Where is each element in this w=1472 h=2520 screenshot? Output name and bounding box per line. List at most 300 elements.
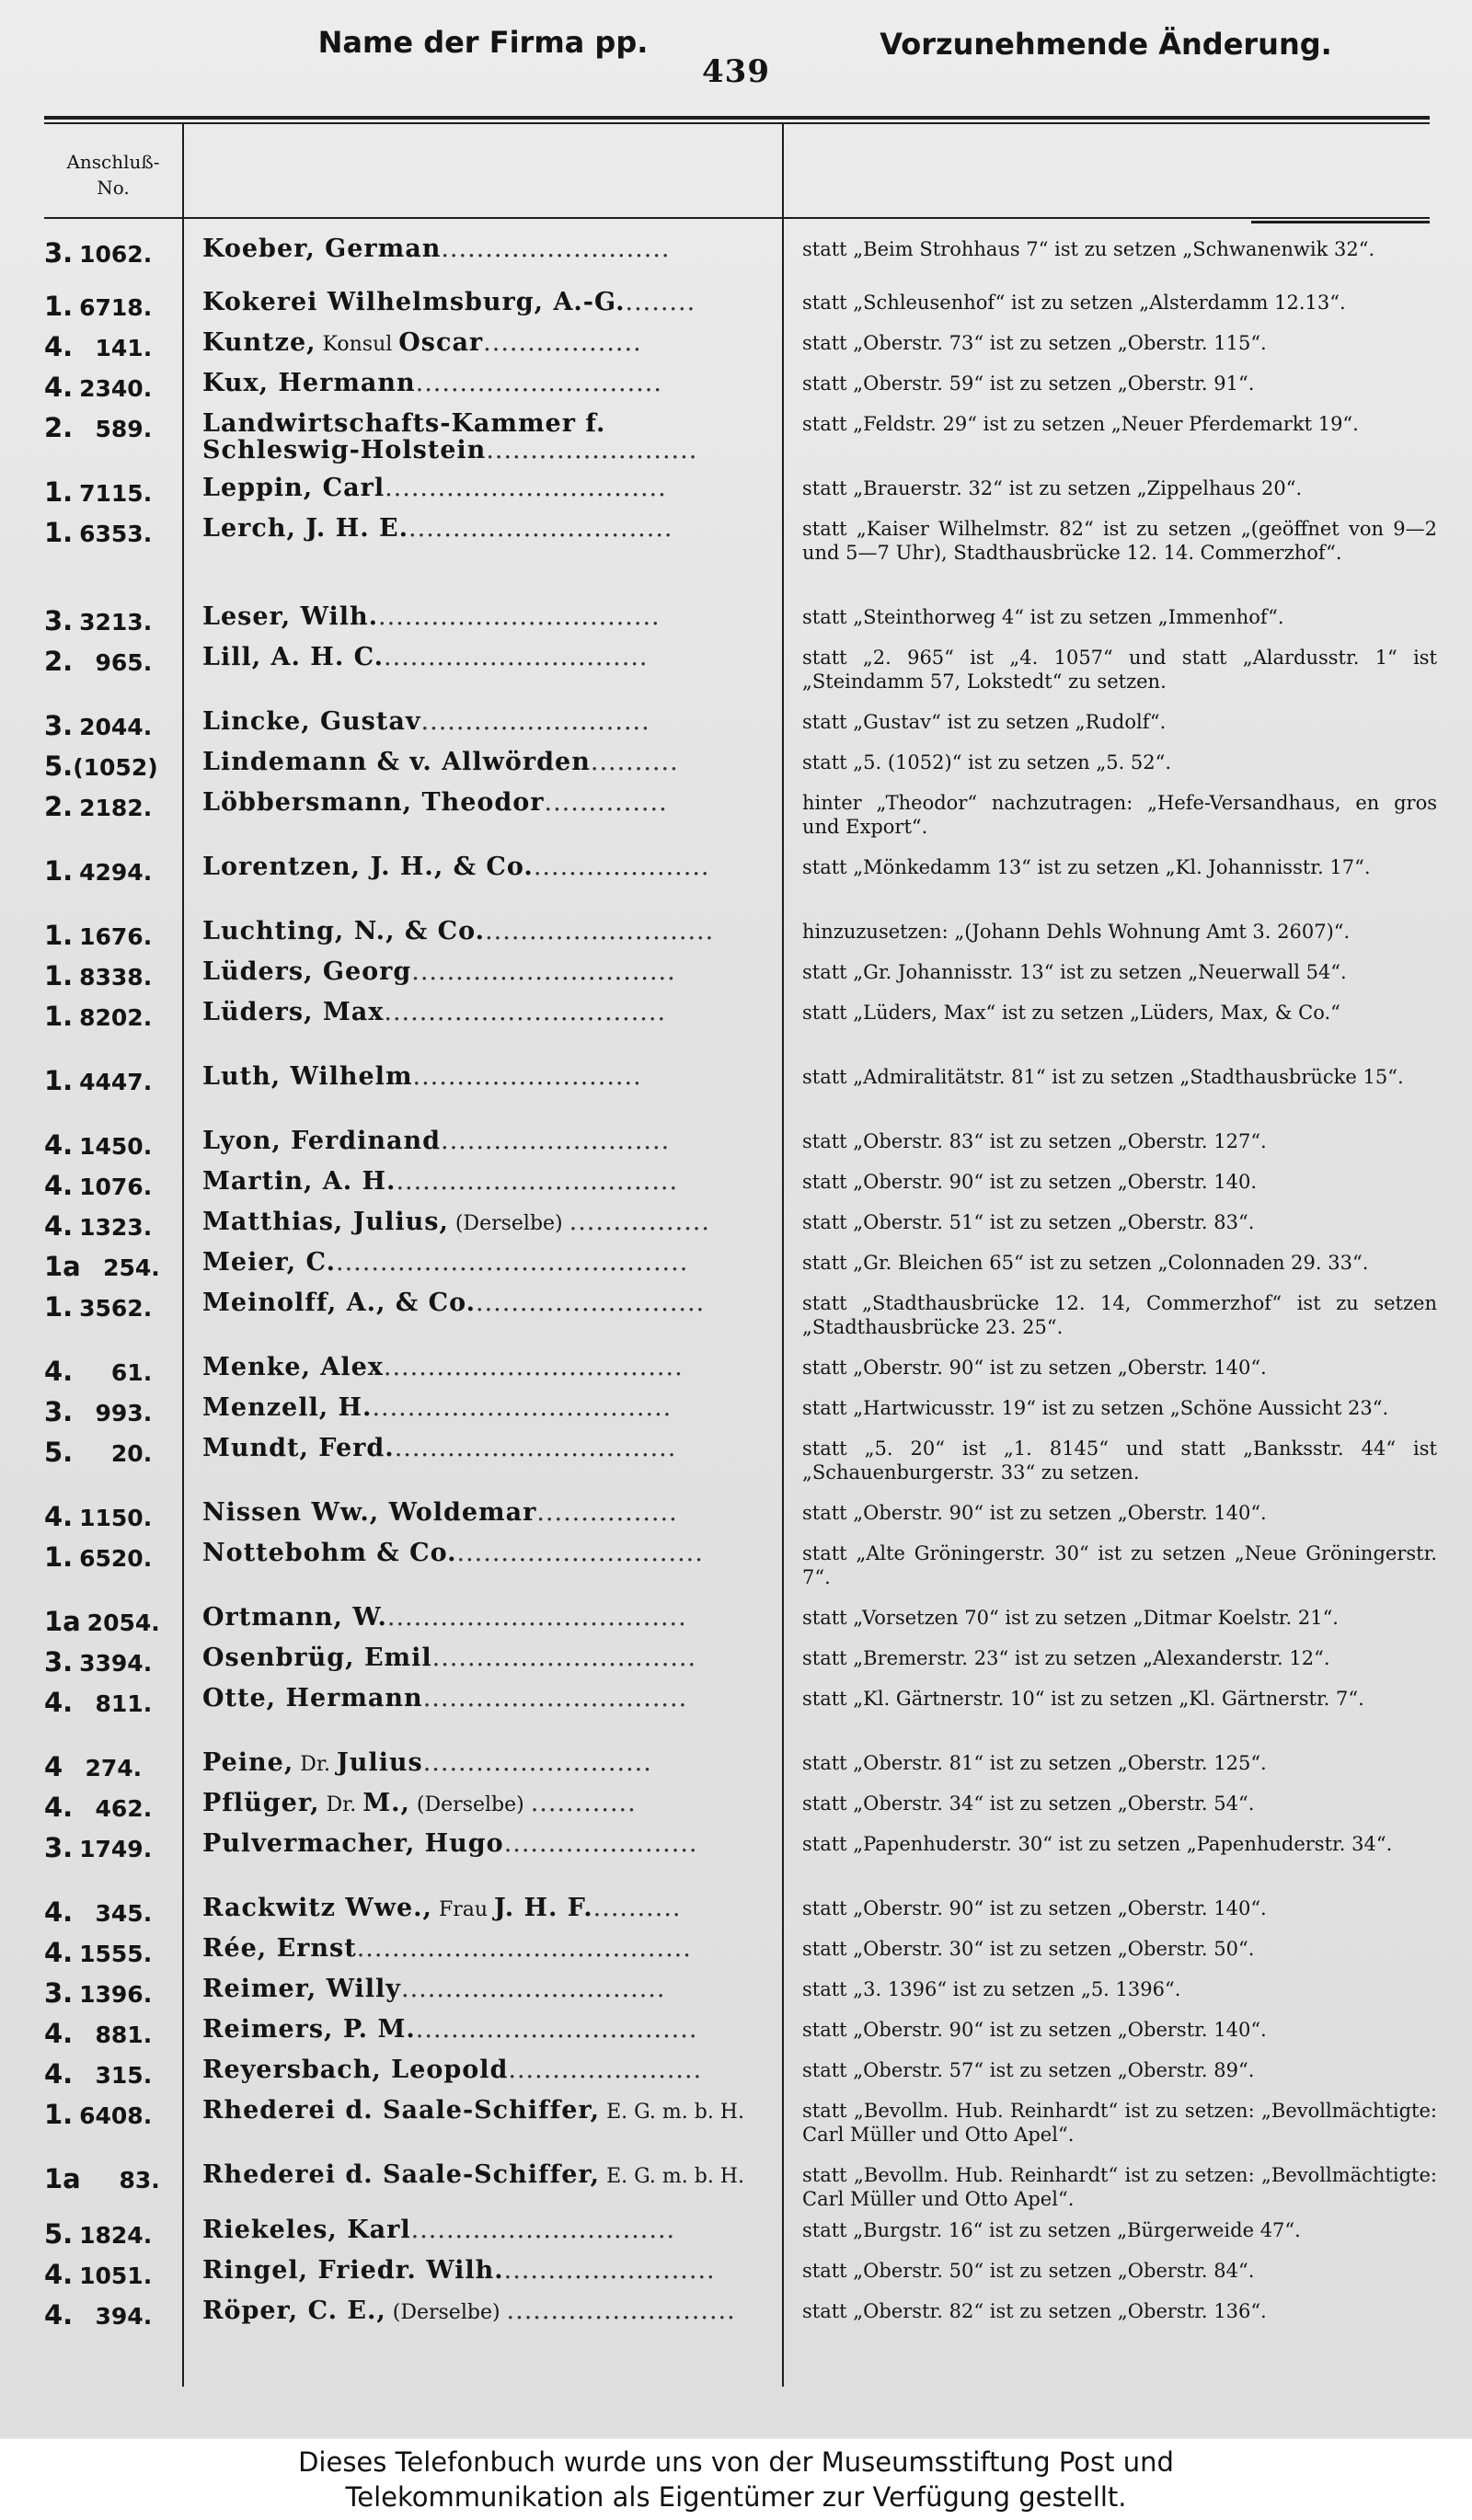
- connection-number: [44, 2018, 155, 2049]
- firm-dots: ........................: [486, 436, 698, 464]
- change-text: statt „Oberstr. 90“ ist zu setzen „Oberstr. 140“.: [802, 1357, 1267, 1379]
- table-row: [0, 1786, 1472, 1827]
- table-row: [0, 1827, 1472, 1891]
- subscriber-number: 6408.: [79, 2102, 153, 2129]
- connection-number: [44, 237, 155, 269]
- firm-name: [202, 1895, 773, 1923]
- firm-name: [202, 329, 773, 358]
- table-row: [0, 704, 1472, 745]
- exchange-office: 3.: [44, 1396, 74, 1427]
- connection-number: [44, 2218, 155, 2250]
- change-text: statt „Oberstr. 82“ ist zu setzen „Oberstr. 136“.: [802, 2300, 1267, 2322]
- subscriber-number: 2044.: [79, 714, 153, 740]
- table-row: [0, 2093, 1472, 2158]
- firm-dots: ..............................: [384, 644, 649, 670]
- exchange-office: 4.: [44, 1896, 74, 1928]
- firm-name: [202, 410, 773, 464]
- table-row: [0, 1891, 1472, 1931]
- firm-name: [202, 2216, 773, 2243]
- connection-number: [44, 1896, 155, 1928]
- subscriber-number: 1396.: [79, 1981, 153, 2008]
- table-row: [0, 914, 1472, 955]
- subscriber-number: 1323.: [79, 1214, 153, 1241]
- firm-name: Lyon, Ferdinand: [202, 1128, 442, 1154]
- table-row: [0, 745, 1472, 785]
- table-row: [0, 2053, 1472, 2093]
- exchange-office: 4.: [44, 2299, 74, 2331]
- exchange-office: 4.: [44, 1129, 74, 1161]
- change-text: statt „Oberstr. 90“ ist zu setzen „Oberstr. 140“.: [802, 1897, 1267, 1919]
- firm-name: [202, 853, 773, 880]
- connection-number: [44, 2259, 155, 2290]
- firm-name: Lorentzen, J. H., & Co.: [202, 853, 534, 880]
- exchange-office: 4.: [44, 1792, 74, 1823]
- connection-number: [44, 2058, 155, 2090]
- firm-dots: ..........: [590, 749, 679, 775]
- firm-name: Reimers, P. M.: [202, 2016, 416, 2043]
- firm-name: Lindemann & v. Allwörden: [202, 749, 591, 775]
- firm-name: Reimer, Willy: [202, 1976, 401, 2002]
- exchange-office: 4.: [44, 331, 74, 362]
- exchange-office: 3.: [44, 1977, 74, 2009]
- change-text: statt „Steinthorweg 4“ ist zu setzen „Immenhof“.: [802, 606, 1284, 628]
- change-text: statt „Oberstr. 50“ ist zu setzen „Oberstr. 84“.: [802, 2260, 1255, 2282]
- firm-name: Otte, Hermann: [202, 1685, 423, 1712]
- connection-number: [44, 855, 155, 887]
- firm-dots: ................................: [385, 475, 667, 501]
- firm-name2: J. H. F.: [494, 1895, 593, 1922]
- exchange-office: 1a: [44, 1606, 81, 1637]
- firm-name: Löbbersmann, Theodor: [202, 789, 545, 816]
- exchange-office: 1.: [44, 517, 74, 548]
- connection-number: [44, 1832, 155, 1863]
- firm-name: Lill, A. H. C.: [202, 644, 385, 670]
- exchange-office: 4.: [44, 1501, 74, 1532]
- change-text: statt „Vorsetzen 70“ ist zu setzen „Ditmar Koelstr. 21“.: [802, 1607, 1339, 1629]
- connection-number: [44, 2163, 160, 2194]
- firm-name: [202, 603, 773, 630]
- firm-name: [202, 1935, 773, 1962]
- top-rule-thin: [44, 122, 1430, 124]
- exchange-office: 2.: [44, 791, 74, 822]
- firm-name2: Oscar: [398, 329, 484, 357]
- firm-dots: ................................: [394, 1435, 677, 1461]
- column-header-firm: Name der Firma pp.: [317, 24, 649, 60]
- exchange-office: 3.: [44, 710, 74, 741]
- subscriber-number: 2182.: [79, 795, 153, 821]
- firm-name: Lüders, Max: [202, 999, 385, 1025]
- connection-number: [44, 1210, 155, 1242]
- entry-list: [0, 232, 1472, 2334]
- firm-dots: ............................: [415, 370, 662, 396]
- table-row: [0, 511, 1472, 600]
- firm-name: Rhederei d. Saale-Schiffer,: [202, 2097, 601, 2125]
- subscriber-number: 1824.: [79, 2222, 153, 2249]
- connection-number: [44, 1646, 155, 1678]
- firm-name: [202, 515, 773, 542]
- change-text: hinter „Theodor“ nachzutragen: „Hefe-Versandhaus, en gros und Export“.: [802, 792, 1437, 838]
- connection-number: [44, 1291, 155, 1323]
- firm-name2: M.,: [362, 1790, 410, 1817]
- firm-name: Rackwitz Wwe.,: [202, 1895, 432, 1922]
- firm-dots: ........................................: [335, 1249, 689, 1276]
- subscriber-number: 965.: [95, 649, 153, 676]
- subscriber-number: 274.: [85, 1755, 143, 1781]
- change-text: statt „Gr. Johannisstr. 13“ ist zu setzen „Neuerwall 54“.: [802, 961, 1347, 983]
- firm-qual: Konsul: [316, 333, 399, 356]
- subscriber-number: 589.: [95, 416, 153, 442]
- firm-qual2: (Derselbe): [409, 1793, 531, 1816]
- change-text: statt „Oberstr. 57“ ist zu setzen „Oberstr. 89“.: [802, 2059, 1255, 2081]
- table-row: [0, 1124, 1472, 1164]
- firm-dots: ..................................: [386, 1604, 687, 1631]
- firm-name: Leser, Wilh.: [202, 603, 378, 630]
- table-row: [0, 366, 1472, 407]
- connection-number: [44, 517, 155, 548]
- exchange-office: 4.: [44, 1210, 74, 1242]
- firm-name: Nottebohm & Co.: [202, 1540, 457, 1566]
- table-row: [0, 995, 1472, 1060]
- change-text: statt „Feldstr. 29“ ist zu setzen „Neuer Pferdemarkt 19“.: [802, 413, 1359, 435]
- connection-number: [44, 1751, 155, 1782]
- table-row: [0, 1205, 1472, 1245]
- subscriber-number: 8338.: [79, 964, 153, 991]
- firm-name: Lerch, J. H. E.: [202, 515, 409, 542]
- page-number: 439: [702, 53, 770, 90]
- subscriber-number: 1051.: [79, 2262, 153, 2289]
- connection-number: [44, 1792, 155, 1823]
- subscriber-number: 1076.: [79, 1174, 153, 1200]
- firm-dots: ........................: [503, 2257, 716, 2284]
- firm-name: Landwirtschafts-Kammer f. Schleswig-Holstein: [202, 410, 606, 464]
- firm-name: Koeber, German: [202, 235, 442, 262]
- exchange-office: 4.: [44, 1687, 74, 1718]
- exchange-office: 4.: [44, 2259, 74, 2290]
- subscriber-number: 2054.: [86, 1609, 160, 1636]
- firm-name: [202, 1289, 773, 1316]
- change-text: statt „Gustav“ ist zu setzen „Rudolf“.: [802, 711, 1167, 733]
- change-text: statt „Papenhuderstr. 30“ ist zu setzen „Papenhuderstr. 34“.: [802, 1833, 1393, 1855]
- firm-qual: (Derselbe): [385, 2301, 507, 2324]
- firm-dots: ................................: [415, 2016, 698, 2043]
- firm-name: [202, 2056, 773, 2083]
- firm-qual: Frau: [431, 1898, 495, 1921]
- table-row: [0, 955, 1472, 995]
- table-row: [0, 1431, 1472, 1495]
- table-row: [0, 1286, 1472, 1350]
- firm-dots: ..........................: [412, 1063, 642, 1090]
- firm-name: [202, 1394, 773, 1421]
- firm-name: [202, 1435, 773, 1461]
- firm-name: [202, 749, 773, 775]
- firm-dots: ..............: [544, 789, 668, 816]
- connection-number: [44, 372, 155, 403]
- subscriber-number: 141.: [95, 335, 153, 361]
- table-row: [0, 850, 1472, 914]
- firm-name: [202, 1499, 773, 1526]
- subscriber-number: 3394.: [79, 1650, 153, 1677]
- firm-name2: Julius: [336, 1749, 423, 1777]
- subscriber-number: (1052): [73, 754, 158, 781]
- exchange-office: 4.: [44, 1170, 74, 1201]
- subscriber-number: 2340.: [79, 375, 153, 402]
- connection-number: [44, 476, 155, 508]
- connection-number: [44, 1396, 155, 1427]
- firm-name: Menzell, H.: [202, 1394, 373, 1421]
- subscriber-number: 394.: [95, 2303, 153, 2330]
- connection-number: [44, 1606, 160, 1637]
- firm-name: [202, 235, 773, 262]
- exchange-office: 3.: [44, 1832, 74, 1863]
- firm-name: Peine,: [202, 1749, 294, 1777]
- subscriber-number: 254.: [103, 1254, 160, 1281]
- firm-name: [202, 2097, 773, 2125]
- exchange-office: 1.: [44, 920, 74, 951]
- firm-dots: ..............................: [401, 1976, 666, 2002]
- subscriber-number: 4294.: [79, 859, 153, 886]
- firm-dots: ................: [536, 1499, 678, 1526]
- firm-name: Meier, C.: [202, 1249, 336, 1276]
- connection-number: [44, 1170, 155, 1201]
- table-row: [0, 1746, 1472, 1786]
- exchange-office: 1.: [44, 291, 74, 322]
- firm-name: [202, 1354, 773, 1380]
- table-row: [0, 1164, 1472, 1205]
- firm-name: Riekeles, Karl: [202, 2216, 411, 2243]
- change-text: statt „Lüders, Max“ ist zu setzen „Lüders, Max, & Co.“: [802, 1002, 1340, 1024]
- table-row: [0, 1641, 1472, 1681]
- firm-dots: ................................: [384, 999, 667, 1025]
- exchange-office: 2.: [44, 412, 74, 443]
- firm-name: [202, 1128, 773, 1154]
- firm-dots: ......................: [508, 2056, 703, 2083]
- firm-name: Menke, Alex: [202, 1354, 384, 1380]
- firm-name: [202, 1685, 773, 1712]
- connection-number: [44, 920, 155, 951]
- exchange-office: 4.: [44, 2018, 74, 2049]
- firm-name: Pulvermacher, Hugo: [202, 1830, 504, 1857]
- table-row: [0, 2012, 1472, 2053]
- connection-number: [44, 1687, 155, 1718]
- exchange-office: 1.: [44, 855, 74, 887]
- firm-name: [202, 2297, 773, 2326]
- change-text: statt „Oberstr. 30“ ist zu setzen „Oberstr. 50“.: [802, 1938, 1255, 1960]
- connection-number: [44, 605, 155, 636]
- subscriber-number: 3213.: [79, 609, 153, 636]
- change-text: statt „Gr. Bleichen 65“ ist zu setzen „Colonnaden 29. 33“.: [802, 1252, 1369, 1274]
- firm-dots: ..........................: [441, 1128, 671, 1154]
- firm-name: [202, 1976, 773, 2002]
- subscriber-number: 6353.: [79, 521, 153, 547]
- change-text: statt „Mönkedamm 13“ ist zu setzen „Kl. Johannisstr. 17“.: [802, 856, 1371, 878]
- firm-name: Luchting, N., & Co.: [202, 918, 486, 945]
- subscriber-number: 1150.: [79, 1505, 153, 1531]
- firm-name: Lincke, Gustav: [202, 708, 421, 735]
- change-text: statt „Oberstr. 34“ ist zu setzen „Oberstr. 54“.: [802, 1793, 1255, 1815]
- firm-name: Meinolff, A., & Co.: [202, 1289, 477, 1316]
- change-text: statt „Oberstr. 51“ ist zu setzen „Oberstr. 83“.: [802, 1211, 1255, 1233]
- firm-name: [202, 1604, 773, 1631]
- firm-name: [202, 475, 773, 501]
- change-text: statt „Alte Gröningerstr. 30“ ist zu setzen „Neue Gröningerstr. 7“.: [802, 1542, 1437, 1588]
- firm-dots: ..............................: [422, 1685, 688, 1712]
- change-text: statt „5. 20“ ist „1. 8145“ und statt „Banksstr. 44“ ist „Schauenburgerstr. 33“ zu setzen.: [802, 1438, 1437, 1483]
- connection-number: [44, 291, 155, 322]
- table-row: [0, 1931, 1472, 1972]
- firm-qual: (Derselbe): [448, 1212, 569, 1235]
- exchange-office: 1a: [44, 1251, 81, 1282]
- column-header-number-line1: Anschluß-: [66, 151, 160, 173]
- header-rule: [44, 217, 1430, 219]
- firm-dots: ........: [625, 289, 696, 315]
- firm-qual: E. G. m. b. H.: [600, 2165, 744, 2188]
- subscriber-number: 345.: [95, 1900, 153, 1927]
- table-row: [0, 2158, 1472, 2213]
- exchange-office: 1.: [44, 476, 74, 508]
- firm-name: Luth, Wilhelm: [202, 1063, 413, 1090]
- firm-name: Lüders, Georg: [202, 958, 412, 985]
- firm-dots: ....................: [533, 853, 710, 880]
- connection-number: [44, 750, 158, 782]
- change-text: statt „Bevollm. Hub. Reinhardt“ ist zu setzen: „Bevollmächtigte: Carl Müller und Otto Apel“.: [802, 2100, 1437, 2146]
- change-text: statt „Stadthausbrücke 12. 14, Commerzhof“ ist zu setzen „Stadthausbrücke 23. 25“.: [802, 1292, 1437, 1338]
- firm-name: [202, 1168, 773, 1195]
- exchange-office: 4.: [44, 1356, 74, 1387]
- firm-dots: ................................: [396, 1168, 679, 1195]
- firm-name: Rée, Ernst: [202, 1935, 357, 1962]
- firm-name: [202, 1749, 773, 1778]
- firm-name: Kux, Hermann: [202, 370, 416, 396]
- subscriber-number: 1676.: [79, 923, 153, 950]
- change-text: statt „5. (1052)“ ist zu setzen „5. 52“.: [802, 751, 1172, 773]
- table-row: [0, 471, 1472, 511]
- firm-name: [202, 1249, 773, 1276]
- table-row: [0, 2294, 1472, 2334]
- change-text: statt „Oberstr. 90“ ist zu setzen „Oberstr. 140“.: [802, 1502, 1267, 1524]
- exchange-office: 1.: [44, 1065, 74, 1096]
- subscriber-number: 1450.: [79, 1133, 153, 1160]
- subscriber-number: 881.: [95, 2022, 153, 2048]
- change-text: statt „Oberstr. 90“ ist zu setzen „Oberstr. 140.: [802, 1171, 1257, 1193]
- change-text: statt „Beim Strohhaus 7“ ist zu setzen „Schwanenwik 32“.: [802, 238, 1375, 260]
- change-text: statt „Oberstr. 83“ ist zu setzen „Oberstr. 127“.: [802, 1130, 1267, 1152]
- connection-number: [44, 1977, 155, 2009]
- firm-dots: ..........: [592, 1895, 682, 1922]
- table-row: [0, 640, 1472, 704]
- footer-line-1: Dieses Telefonbuch wurde uns von der Museumsstiftung Post und: [298, 2446, 1174, 2478]
- table-row: [0, 1536, 1472, 1600]
- subscriber-number: 83.: [119, 2167, 160, 2194]
- table-row: [0, 1495, 1472, 1536]
- firm-dots: ..........................: [506, 2297, 736, 2325]
- table-row: [0, 2253, 1472, 2294]
- subscriber-number: 315.: [95, 2062, 153, 2089]
- connection-number: [44, 791, 155, 822]
- change-text: statt „Hartwicusstr. 19“ ist zu setzen „Schöne Aussicht 23“.: [802, 1397, 1389, 1419]
- subscriber-number: 1749.: [79, 1836, 153, 1862]
- firm-dots: ......................................: [356, 1935, 692, 1962]
- firm-name: [202, 708, 773, 735]
- exchange-office: 1.: [44, 960, 74, 991]
- table-row: [0, 285, 1472, 326]
- footer-line-2: Telekommunikation als Eigentümer zur Verfügung gestellt.: [345, 2481, 1127, 2513]
- subscriber-number: 1062.: [79, 241, 153, 268]
- exchange-office: 4.: [44, 2058, 74, 2090]
- column-header-number-line2: No.: [97, 177, 130, 199]
- firm-name: Mundt, Ferd.: [202, 1435, 395, 1461]
- table-row: [0, 1681, 1472, 1746]
- change-text: statt „Admiralitätstr. 81“ ist zu setzen „Stadthausbrücke 15“.: [802, 1066, 1404, 1088]
- change-text: statt „Bremerstr. 23“ ist zu setzen „Alexanderstr. 12“.: [802, 1647, 1330, 1669]
- table-row: [0, 326, 1472, 366]
- column-header-change: Vorzunehmende Änderung.: [880, 27, 1332, 62]
- firm-dots: ..........................: [422, 1749, 652, 1777]
- subscriber-number: 993.: [95, 1400, 153, 1426]
- subscriber-number: 6718.: [79, 294, 153, 321]
- exchange-office: 4.: [44, 1937, 74, 1968]
- exchange-office: 5.: [44, 750, 74, 782]
- header-rule-right: [1251, 221, 1430, 223]
- change-text: statt „Burgstr. 16“ ist zu setzen „Bürgerweide 47“.: [802, 2219, 1301, 2241]
- change-text: statt „Bevollm. Hub. Reinhardt“ ist zu setzen: „Bevollmächtigte: Carl Müller und Otto Apel“.: [802, 2164, 1437, 2210]
- firm-name: [202, 1540, 773, 1566]
- change-text: statt „Oberstr. 73“ ist zu setzen „Oberstr. 115“.: [802, 332, 1267, 354]
- exchange-office: 1.: [44, 1001, 74, 1032]
- firm-name: Osenbrüg, Emil: [202, 1644, 432, 1671]
- firm-name: Pflüger,: [202, 1790, 320, 1817]
- change-text: statt „Schleusenhof“ ist zu setzen „Alsterdamm 12.13“.: [802, 292, 1346, 314]
- subscriber-number: 4447.: [79, 1069, 153, 1095]
- firm-dots: ............: [530, 1790, 637, 1817]
- connection-number: [44, 1065, 155, 1096]
- change-text: statt „Oberstr. 59“ ist zu setzen „Oberstr. 91“.: [802, 372, 1255, 395]
- table-row: [0, 1060, 1472, 1124]
- subscriber-number: 1555.: [79, 1941, 153, 1967]
- exchange-office: 1.: [44, 1541, 74, 1573]
- firm-name: [202, 789, 773, 816]
- table-row: [0, 232, 1472, 285]
- connection-number: [44, 1001, 155, 1032]
- change-text: statt „Kaiser Wilhelmstr. 82“ ist zu setzen „(geöffnet von 9—2 und 5—7 Uhr), Stadthausbrücke 12. 14. Commerzhof“.: [802, 518, 1437, 564]
- firm-name: [202, 1830, 773, 1857]
- exchange-office: 5.: [44, 2218, 74, 2250]
- connection-number: [44, 1356, 155, 1387]
- firm-name: [202, 289, 773, 315]
- firm-name: [202, 958, 773, 985]
- table-row: [0, 2213, 1472, 2253]
- exchange-office: 5.: [44, 1437, 74, 1468]
- firm-name: [202, 918, 773, 945]
- subscriber-number: 7115.: [79, 480, 153, 507]
- firm-name: Ortmann, W.: [202, 1604, 387, 1631]
- firm-dots: ..............................: [411, 958, 676, 985]
- firm-dots: ..............................: [431, 1644, 697, 1671]
- firm-name: [202, 2161, 773, 2190]
- exchange-office: 3.: [44, 1646, 74, 1678]
- connection-number: [44, 2099, 155, 2130]
- exchange-office: 4.: [44, 372, 74, 403]
- firm-dots: ..............................: [410, 2216, 676, 2243]
- firm-dots: ......................: [503, 1830, 698, 1857]
- firm-dots: ..........................: [420, 708, 650, 735]
- firm-name: [202, 370, 773, 396]
- connection-number: [44, 2299, 155, 2331]
- firm-name: [202, 1644, 773, 1671]
- firm-dots: ..................................: [372, 1394, 673, 1421]
- connection-number: [44, 646, 155, 677]
- connection-number: [44, 710, 155, 741]
- subscriber-number: 811.: [95, 1690, 153, 1717]
